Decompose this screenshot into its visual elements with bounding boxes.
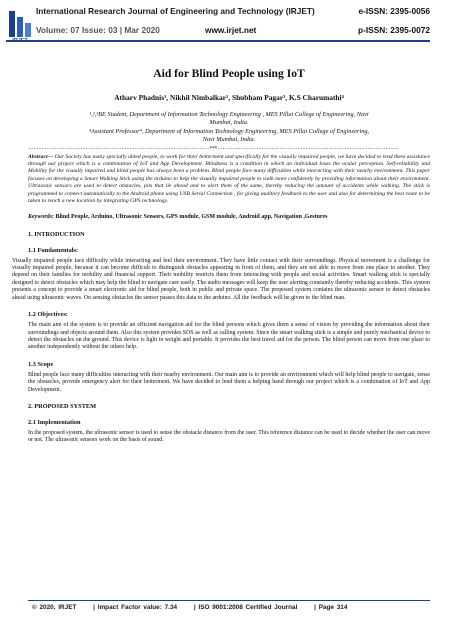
objectives-paragraph: The main aim of the system is to provide an efficient navigation aid for the blind persons which gives them a sense of vision by providing the information about their surroundings and objects around them. Also this system provides SOS as well as calling system. Since the smart walking stick is a simple and purely mechanical device to detect the obstacles on the ground. This device is light in weight and portable. It provides the best travel aid for the person. The blind person can move from one place to another independently without the others help. xyxy=(28,322,430,351)
footer-copyright: © 2020, IRJET xyxy=(32,604,77,611)
footer-page-number: | Page 314 xyxy=(314,604,348,611)
irjet-logo-icon xyxy=(6,7,34,43)
subsection-fundamentals-heading: 1.1 Fundamentals: xyxy=(28,246,79,254)
affiliation-1-line-a: ¹,²,³BE Student, Department of Information Technology Engineering , MES Pillai College of Engineering, Navi xyxy=(89,111,369,118)
subsection-implementation-heading: 2.1 Implementation xyxy=(28,418,81,426)
affiliation-1-line-b: Mumbai, India. xyxy=(209,119,249,127)
abstract xyxy=(28,154,430,206)
subsection-scope-heading: 1.3 Scope xyxy=(28,360,54,368)
journal-name: International Research Journal of Engineering and Technology (IRJET) xyxy=(36,6,315,16)
paper-content xyxy=(12,58,430,445)
keywords-text: Blind People, Arduino, Ultrasonic Sensors, GPS module, GSM module, Android app, Navigation ,Gestures xyxy=(54,214,328,221)
paper-authors: Atharv Phadnis¹, Nikhil Nimbalkar², Shubham Pagar³, K.S Charumathi⁴ xyxy=(114,93,344,102)
affiliation-2-line-a: ⁴Assistant Professor⁴, Department of Information Technology Engineering, MES Pillai College of Engineering, xyxy=(88,127,370,135)
implementation-paragraph: In the proposed system, the ultrasonic sensor is used to sense the obstacle distance from the user. This reference distance can be used to decide whether the user can move or not. The ultrasonic sensors work on the basis of sound. xyxy=(28,429,430,444)
affiliation-1 xyxy=(28,111,430,128)
scope-paragraph: Blind people face many difficulties interacting with their nearby environment. Our main aim is to provide an environment which will help blind people to navigate, sense the obstacles, provide emergency alert for their betterment. We have decided to lend them a helping hand through our project which is a combination of IoT and App Development. xyxy=(28,371,430,393)
journal-website-link[interactable]: www.irjet.net xyxy=(205,25,257,35)
abstract-text: Our Society has many specially abled people, to work for their betterment and specifically for the visually impaired people, we have decided to lend them assistance through our project which is a combination of IoT and App Development. Blindness is a condition in which an individual loses the ocular perception. Self-reliability and Mobility for the visually impaired and blind people has always been a problem. Blind people face many difficulties while interacting with their nearby environment. This paper focuses on developing a Smart Walking Stick using the arduino to help the visually impaired people to walk more confidently by providing information about their environment. Ultrasonic sensors are used to detect obstacles, pits that lie ahead and to alert them of the same, thereby reducing the amount of accidents while walking. The stick is programmed to connect automatically to the Android phone using USB Serial Connection , for giving auditory feedback to the user and also for determining the best route to be taken to reach a new location by integrating GPS technology. xyxy=(28,153,430,205)
p-issn: p-ISSN: 2395-0072 xyxy=(358,25,430,35)
fundamentals-paragraph: Visually impaired people face difficulty while interacting and feel their environment. They have little contact with their surroundings. Physical movement is a challenge for visually impaired people, because it can become difficult to distinguish obstacles appearing in front of them, and they are not able to move from one place to another. They depend on their families for mobility and financial support. Their mobility restricts them from interacting with people and social activities. Smart walking stick is specially designed to detect obstacles which may help the blind to navigate care easily. The audio messages will keep the user alerting constantly thereby reducing accidents. This system presents a concept to provide a smart electronic aid for blind people, both in public and private space. The proposed system contains the ultrasonic sensor to detect obstacles ahead using ultrasonic waves. On sensing obstacles the sensor passes this data to the arduino. All the feedback will be given to the blind man. xyxy=(12,257,430,301)
keywords xyxy=(28,213,430,221)
subsection-objectives-heading: 1.2 Objectives: xyxy=(28,311,68,319)
footer-divider xyxy=(28,600,430,601)
abstract-label: Abstract— xyxy=(28,153,54,160)
abstract-divider: ----------------------------------------------------------------------***---------------------------------------------------------------------- xyxy=(28,145,399,152)
volume-issue: Volume: 07 Issue: 03 | Mar 2020 xyxy=(36,25,160,35)
e-issn: e-ISSN: 2395-0056 xyxy=(358,6,430,16)
affiliation-2 xyxy=(28,128,430,145)
footer-iso: | ISO 9001:2008 Certified Journal xyxy=(193,604,298,611)
header-divider xyxy=(6,40,430,42)
section-introduction-heading: 1. INTRODUCTION xyxy=(28,230,85,238)
keywords-label: Keywords: xyxy=(28,214,54,221)
footer-impact-factor: | Impact Factor value: 7.34 xyxy=(93,604,178,611)
affiliation-2-line-b: Navi Mumbai, India. xyxy=(202,136,256,144)
journal-header xyxy=(0,0,452,52)
paper-title: Aid for Blind People using IoT xyxy=(153,67,305,80)
section-proposed-system-heading: 2. PROPOSED SYSTEM xyxy=(28,402,97,410)
page-footer xyxy=(32,604,361,611)
